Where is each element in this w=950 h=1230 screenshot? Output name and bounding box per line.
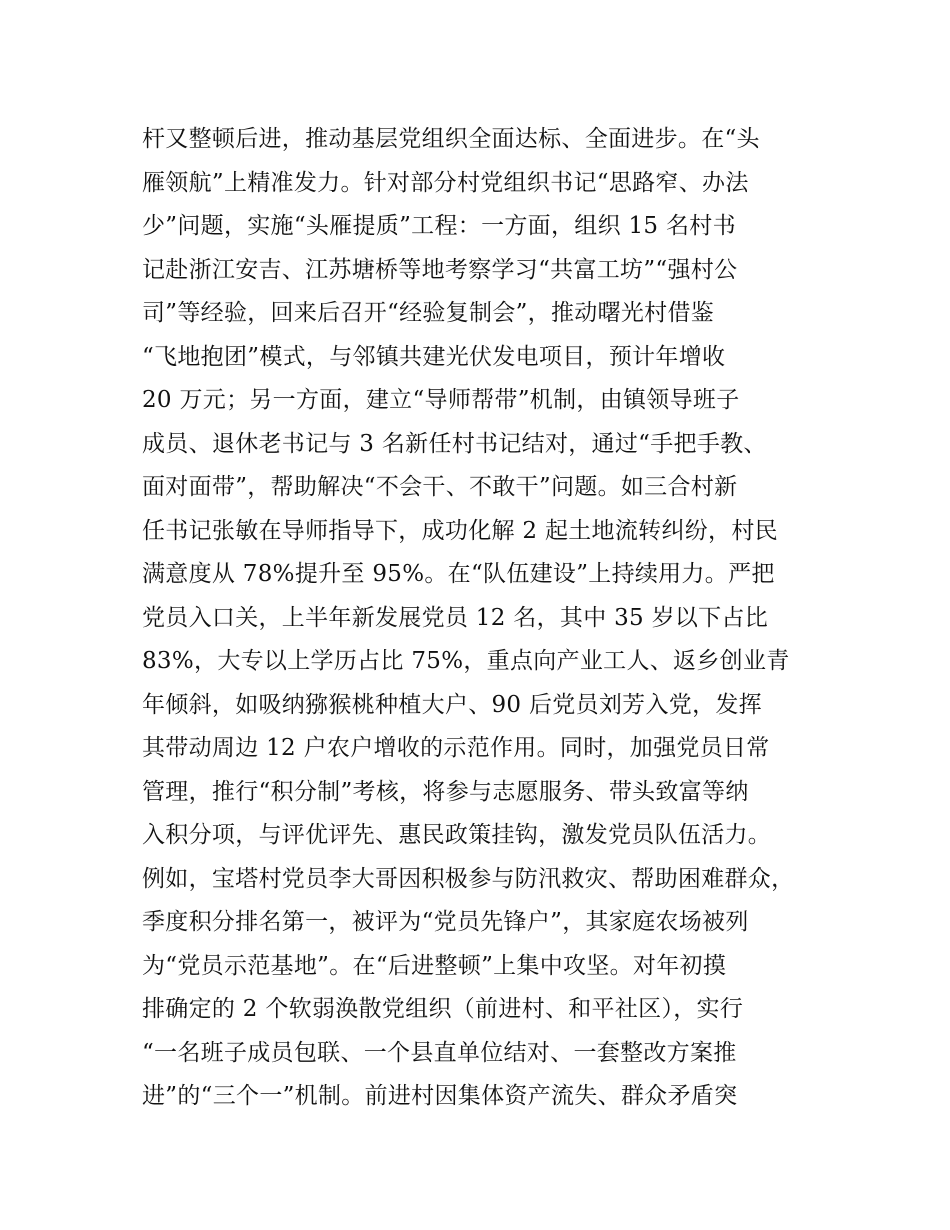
text-line: 杆又整顿后进，推动基层党组织全面达标、全面进步。在“头 xyxy=(142,126,760,152)
text-line: 雁领航”上精准发力。针对部分村党组织书记“思路窄、办法 xyxy=(142,169,749,196)
text-line: 面对面带”，帮助解决“不会干、不敢干”问题。如三合村新 xyxy=(142,474,738,500)
text-line: 成员、退休老书记与 3 名新任村书记结对，通过“手把手教、 xyxy=(142,430,767,457)
text-line: 例如，宝塔村党员李大哥因积极参与防汛救灾、帮助困难群众， xyxy=(142,865,795,892)
text-line: 进”的“三个一”机制。前进村因集体资产流失、群众矛盾突 xyxy=(142,1083,738,1109)
text-line: “一名班子成员包联、一个县直单位结对、一套整改方案推 xyxy=(142,1039,737,1066)
text-line: 少”问题，实施“头雁提质”工程：一方面，组织 15 名村书 xyxy=(142,213,736,239)
text-line: 季度积分排名第一，被评为“党员先锋户”，其家庭农场被列 xyxy=(142,909,749,935)
text-line: 83%，大专以上学历占比 75%，重点向产业工人、返乡创业青 xyxy=(142,648,790,674)
text-line: 其带动周边 12 户农户增收的示范作用。同时，加强党员日常 xyxy=(142,735,770,761)
text-line: 司”等经验，回来后召开“经验复制会”，推动曙光村借鉴 xyxy=(142,300,715,326)
text-line: “飞地抱团”模式，与邻镇共建光伏发电项目，预计年增收 xyxy=(142,343,726,370)
text-line: 入积分项，与评优评先、惠民政策挂钩，激发党员队伍活力。 xyxy=(142,822,772,848)
text-line: 为“党员示范基地”。在“后进整顿”上集中攻坚。对年初摸 xyxy=(142,952,727,979)
text-line: 20 万元；另一方面，建立“导师帮带”机制，由镇领导班子 xyxy=(142,387,740,413)
text-line: 党员入口关，上半年新发展党员 12 名，其中 35 岁以下占比 xyxy=(142,604,769,631)
text-line: 任书记张敏在导师指导下，成功化解 2 起土地流转纠纷，村民 xyxy=(142,517,778,544)
text-line: 记赴浙江安吉、江苏塘桥等地考察学习“共富工坊”“强村公 xyxy=(142,256,738,283)
text-line: 满意度从 78%提升至 95%。在“队伍建设”上持续用力。严把 xyxy=(142,561,775,587)
text-line: 管理，推行“积分制”考核，将参与志愿服务、带头致富等纳 xyxy=(142,778,749,805)
text-line: 年倾斜，如吸纳猕猴桃种植大户、90 后党员刘芳入党，发挥 xyxy=(142,691,762,718)
text-line: 排确定的 2 个软弱涣散党组织（前进村、和平社区），实行 xyxy=(142,996,744,1022)
body-text xyxy=(142,118,842,1119)
